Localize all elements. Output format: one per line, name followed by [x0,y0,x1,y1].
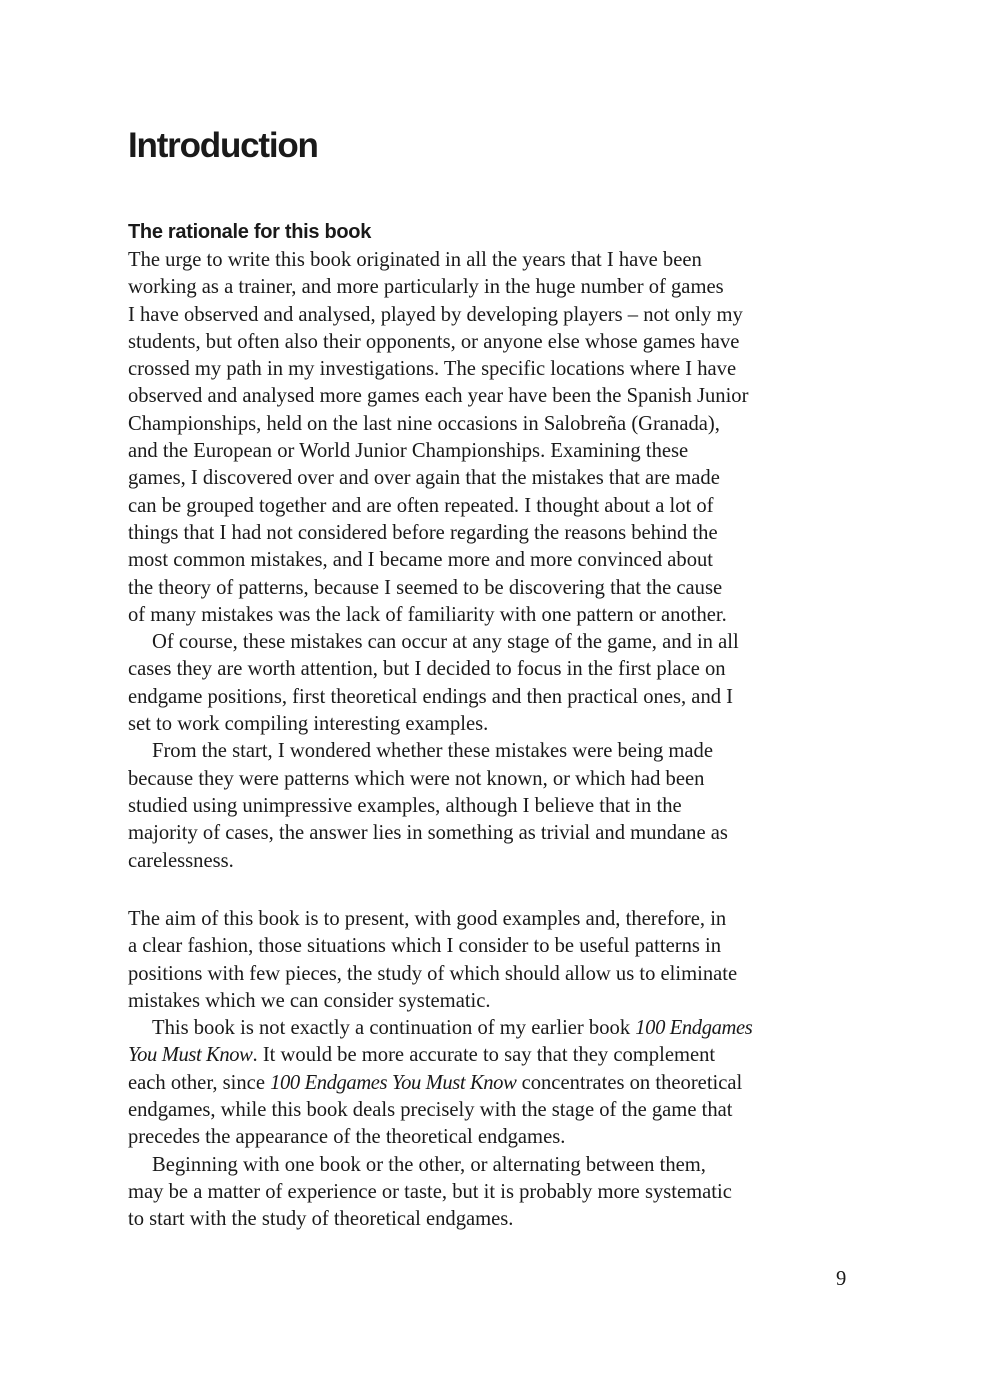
text-line: Of course, these mistakes can occur at any stage of the game, and in all [152,631,739,654]
text-line: of many mistakes was the lack of familiarity with one pattern or another. [128,603,727,626]
text-line: observed and analysed more games each year have been the Spanish Junior [128,385,749,408]
text-line: cases they are worth attention, but I decided to focus in the first place on [128,658,726,681]
body-text-block-1 [128,247,748,875]
page-number: 9 [836,1268,847,1290]
chapter-title: Introduction [128,126,318,165]
text-line: the theory of patterns, because I seemed to be discovering that the cause [128,576,723,599]
section-heading: The rationale for this book [128,221,372,243]
text-line [128,1042,752,1069]
book-title-italic: 100 Endgames You Must Know [270,1071,517,1094]
text-line: carelessness. [128,849,234,872]
text-line: endgames, while this book deals precisely with the stage of the game that [128,1099,733,1122]
text-line: The aim of this book is to present, with good examples and, therefore, in [128,908,727,930]
text-line: majority of cases, the answer lies in something as trivial and mundane as [128,822,728,845]
text-line: most common mistakes, and I became more and more convinced about [128,549,714,572]
text-line: crossed my path in my investigations. The specific locations where I have [128,358,737,381]
book-title-italic: 100 Endgames [635,1017,753,1040]
text-line: endgame positions, first theoretical endings and then practical ones, and I [128,685,734,708]
text-line: Beginning with one book or the other, or alternating between them, [152,1153,706,1176]
paragraph-5 [128,1015,752,1151]
text-line: can be grouped together and are often repeated. I thought about a lot of [128,494,714,517]
text-line: working as a trainer, and more particularly in the huge number of games [128,276,724,299]
paragraph-1 [128,247,748,629]
text-line: students, but often also their opponents, or anyone else whose games have [128,330,740,353]
text-line: things that I had not considered before regarding the reasons behind the [128,521,718,544]
text-run: . It would be more accurate to say that they complement [252,1044,716,1067]
text-line: I have observed and analysed, played by developing players – not only my [128,303,743,326]
text-run: each other, since [128,1071,271,1094]
text-line: positions with few pieces, the study of which should allow us to eliminate [128,962,738,985]
text-line: may be a matter of experience or taste, but it is probably more systematic [128,1180,732,1203]
body-text-block-2 [128,906,752,1234]
book-title-italic: You Must Know [128,1044,253,1067]
paragraph-3 [128,738,748,874]
text-line: games, I discovered over and over again that the mistakes that are made [128,467,720,490]
paragraph-6 [128,1152,752,1234]
text-line: to start with the study of theoretical endgames. [128,1208,514,1231]
text-line: From the start, I wondered whether these mistakes were being made [152,740,713,763]
text-run: concentrates on theoretical [516,1071,743,1094]
text-line [128,1015,752,1042]
paragraph-4 [128,906,752,1015]
text-line [128,1070,752,1097]
text-line: mistakes which we can consider systematic. [128,989,491,1012]
text-line: Championships, held on the last nine occasions in Salobreña (Granada), [128,412,720,435]
text-run: This book is not exactly a continuation of my earlier book [152,1017,636,1040]
paragraph-2 [128,629,748,738]
text-line: because they were patterns which were not known, or which had been [128,767,705,790]
text-line: set to work compiling interesting examples. [128,713,489,736]
text-line: and the European or World Junior Championships. Examining these [128,440,689,463]
text-line: precedes the appearance of the theoretical endgames. [128,1126,566,1149]
text-line: The urge to write this book originated in all the years that I have been [128,249,702,271]
text-line: studied using unimpressive examples, although I believe that in the [128,794,682,817]
text-line: a clear fashion, those situations which I consider to be useful patterns in [128,935,722,958]
